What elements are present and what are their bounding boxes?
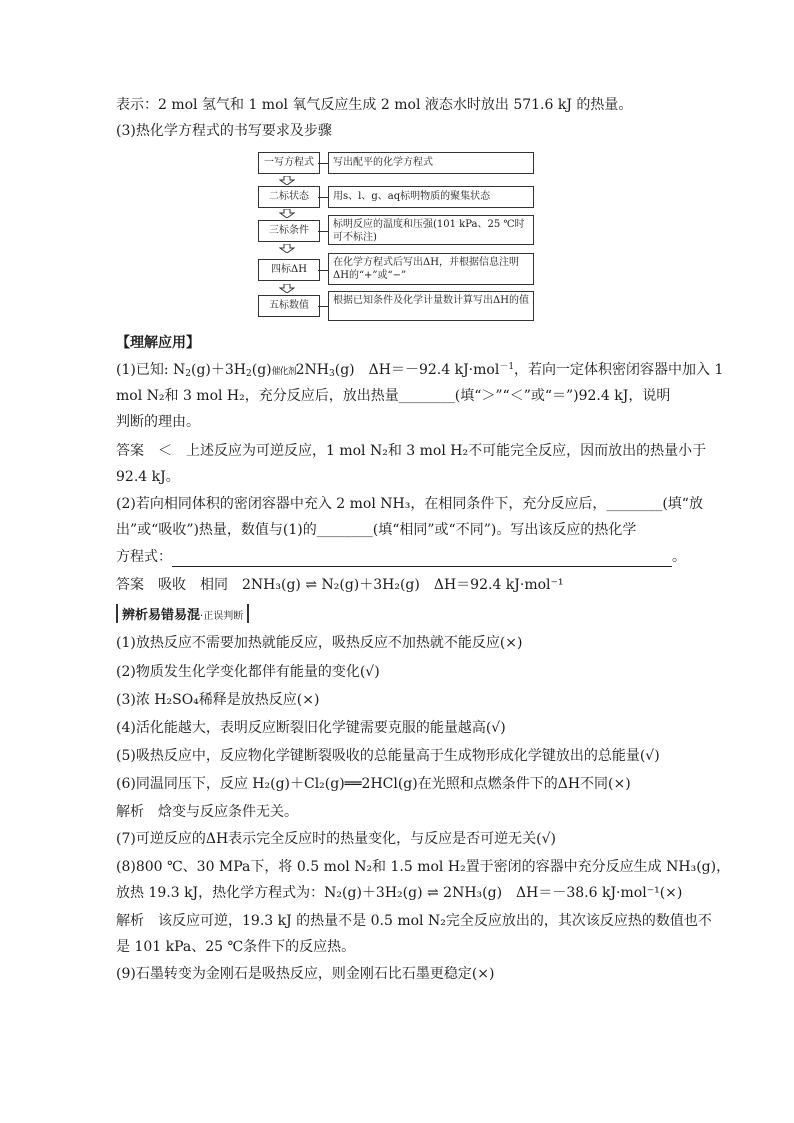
flow-link-1: [318, 163, 328, 164]
answer-1-cont: 92.4 kJ。: [116, 469, 180, 485]
judge-item-8-line-2: 放热 19.3 kJ，热化学方程式为：N₂(g)＋3H₂(g) ⇌ 2NH₃(g) ΔH＝－38.6 kJ·mol⁻¹(×): [116, 885, 683, 901]
question-1-line-1: (1)已知: $N_2(g)+3H_2(g)$催化剂$2NH_3(g)$ ΔH＝－92.4 kJ·mol$^{-1}$，若向一定体积密闭容器中加入 1: [116, 362, 724, 379]
down-arrow-icon: [279, 244, 295, 253]
flow-link-2: [318, 197, 328, 198]
apply-header: 【理解应用】: [116, 335, 200, 351]
judge-item-2: (2)物质发生化学变化都伴有能量的变化(√): [116, 664, 380, 680]
flow-step-4: 四标ΔH: [258, 259, 320, 281]
answer-1: 答案 ＜ 上述反应为可逆反应，1 mol N₂和 3 mol H₂不可能完全反应，因而放出的热量小于: [116, 443, 707, 459]
flow-desc-2: 用s、l、g、aq标明物质的聚集状态: [328, 186, 534, 208]
flow-step-3: 三标条件: [258, 220, 320, 242]
answer-label: 答案: [116, 443, 144, 459]
answer-blank: [172, 552, 672, 567]
judge-item-3: (3)浓 H₂SO₄稀释是放热反应(×): [116, 692, 320, 708]
question-2-line-1: (2)若向相同体积的密闭容器中充入 2 mol NH₃，在相同条件下，充分反应后，________(填“放: [116, 496, 703, 512]
judge-item-1: (1)放热反应不需要加热就能反应，吸热反应不加热就不能反应(×): [116, 635, 523, 651]
question-2-line-2: 出”或“吸收”)热量，数值与(1)的________(填“相同”或“不同”)。写出该反应的热化学: [116, 522, 637, 538]
answer-2: 答案 吸收 相同 2NH₃(g) ⇌ N₂(g)＋3H₂(g) ΔH＝92.4 kJ·mol⁻¹: [116, 577, 564, 593]
judge-item-9: (9)石墨转变为金刚石是吸热反应，则金刚石比石墨更稳定(×): [116, 966, 495, 982]
judge-item-7: (7)可逆反应的ΔH表示完全反应时的热量变化，与反应是否可逆无关(√): [116, 831, 556, 847]
down-arrow-icon: [279, 284, 295, 293]
analysis-6: 解析 焓变与反应条件无关。: [116, 804, 298, 820]
analysis-label: 解析: [116, 913, 144, 929]
flow-desc-5: 根据已知条件及化学计量数计算写出ΔH的值: [328, 291, 534, 321]
flow-step-2: 二标状态: [258, 186, 320, 208]
flow-link-5: [318, 306, 328, 307]
analysis-8: 解析 该反应可逆，19.3 kJ 的热量不是 0.5 mol N₂完全反应放出的，其次该反应热的数值也不: [116, 913, 712, 929]
judge-item-4: (4)活化能越大，表明反应断裂旧化学键需要克服的能量越高(√): [116, 720, 506, 736]
judge-item-6: (6)同温同压下，反应 H₂(g)＋Cl₂(g)══2HCl(g)在光照和点燃条件下的ΔH不同(×): [116, 776, 631, 792]
flow-step-5: 五标数值: [258, 295, 320, 317]
flow-desc-3: 标明反应的温度和压强(101 kPa、25 ℃时可不标注): [328, 215, 534, 245]
flow-desc-4: 在化学方程式后写出ΔH，并根据信息注明ΔH的“+”或“−”: [328, 253, 534, 285]
analysis-8-cont: 是 101 kPa、25 ℃条件下的反应热。: [116, 939, 356, 955]
analysis-label: 解析: [116, 804, 144, 820]
down-arrow-icon: [279, 209, 295, 218]
judge-item-8-line-1: (8)800 ℃、30 MPa下，将 0.5 mol N₂和 1.5 mol H₂置于密闭的容器中充分反应生成 NH₃(g)，: [116, 859, 731, 875]
flow-link-3: [318, 231, 328, 232]
question-1-line-2: mol N₂和 3 mol H₂，充分反应后，放出热量________(填“＞”“＜”或“＝”)92.4 kJ，说明: [116, 388, 671, 404]
intro-line-1: 表示：2 mol 氢气和 1 mol 氧气反应生成 2 mol 液态水时放出 571.6 kJ 的热量。: [116, 97, 633, 113]
question-1-line-3: 判断的理由。: [116, 414, 200, 430]
down-arrow-icon: [279, 176, 295, 185]
flow-desc-1: 写出配平的化学方程式: [328, 152, 534, 174]
flow-step-1: 一写方程式: [258, 152, 320, 174]
question-2-line-3: 方程式： 。: [116, 549, 686, 565]
section-heading-3: (3)热化学方程式的书写要求及步骤: [116, 123, 332, 139]
judge-header: 辨析易错易混·正误判断: [116, 604, 249, 623]
flow-link-4: [318, 270, 328, 271]
judge-item-5: (5)吸热反应中，反应物化学键断裂吸收的总能量高于生成物形成化学键放出的总能量(√): [116, 748, 660, 764]
answer-label: 答案: [116, 577, 144, 593]
